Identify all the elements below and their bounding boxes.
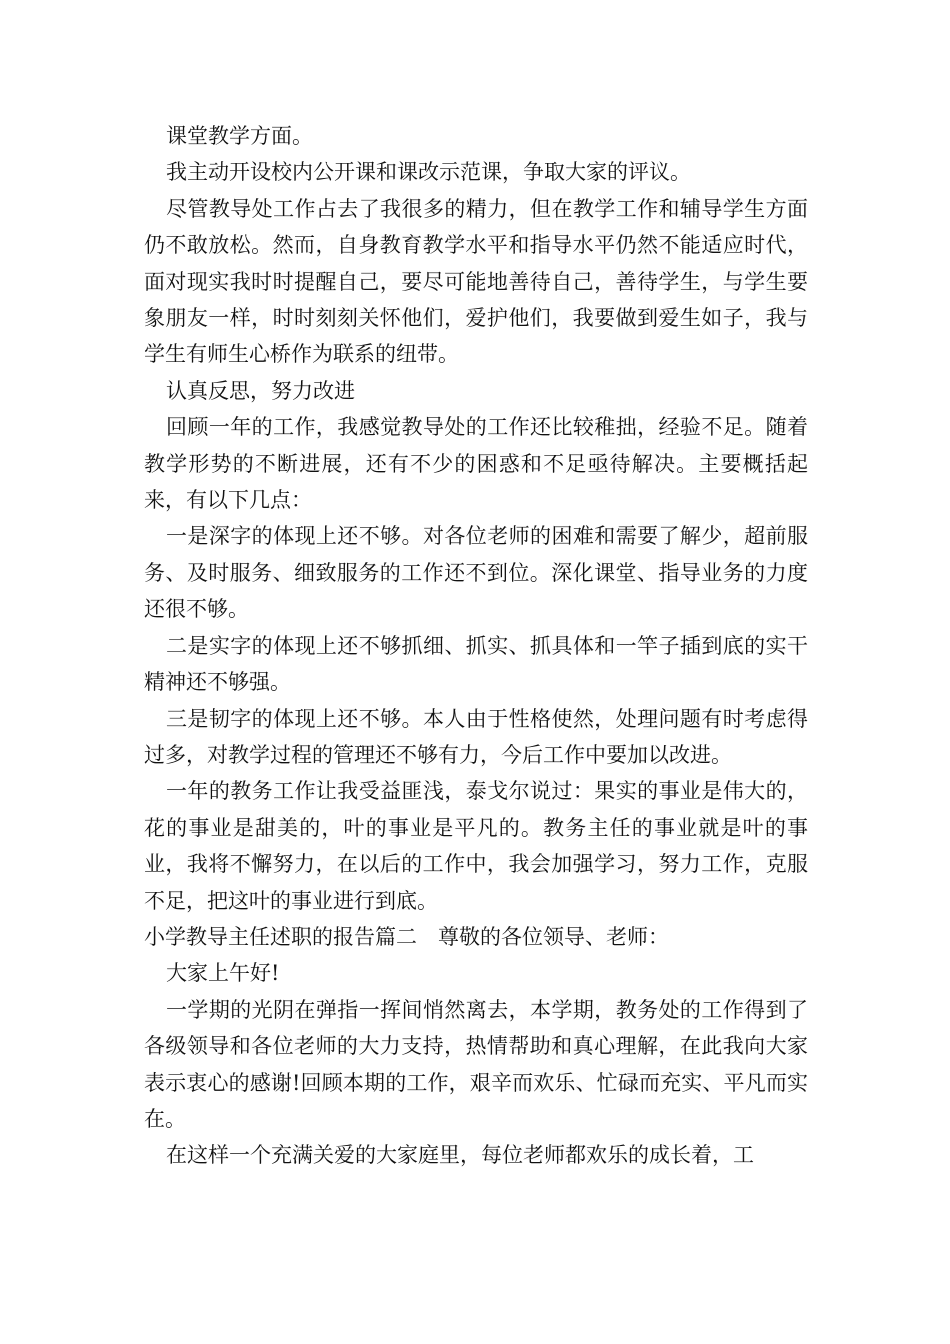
document-page <box>144 118 808 1174</box>
paragraph-7: 二是实字的体现上还不够抓细、抓实、抓具体和一竿子插到底的实干精神还不够强。 <box>144 633 808 695</box>
paragraph-9: 一年的教务工作让我受益匪浅，泰戈尔说过：果实的事业是伟大的，花的事业是甜美的，叶的事业是平凡的。教务主任的事业就是叶的事业，我将不懈努力，在以后的工作中，我会加强学习，努力工作，克服不足，把这叶的事业进行到底。 <box>144 779 808 913</box>
paragraph-3: 尽管教导处工作占去了我很多的精力，但在教学工作和辅导学生方面仍不敢放松。然而，自身教育教学水平和指导水平仍然不能适应时代，面对现实我时时提醒自己，要尽可能地善待自己，善待学生，与学生要象朋友一样，时时刻刻关怀他们，爱护他们，我要做到爱生如子，我与学生有师生心桥作为联系的纽带。 <box>144 196 808 367</box>
paragraph-12: 一学期的光阴在弹指一挥间悄然离去，本学期，教务处的工作得到了各级领导和各位老师的大力支持，热情帮助和真心理解，在此我向大家表示衷心的感谢!回顾本期的工作，艰辛而欢乐、忙碌而充实、平凡而实在。 <box>144 997 808 1131</box>
report-title-line: 小学教导主任述职的报告篇二 尊敬的各位领导、老师： <box>144 924 669 949</box>
paragraph-13: 在这样一个充满关爱的大家庭里，每位老师都欢乐的成长着，工 <box>166 1143 754 1168</box>
paragraph-6: 一是深字的体现上还不够。对各位老师的困难和需要了解少，超前服务、及时服务、细致服务的工作还不到位。深化课堂、指导业务的力度还很不够。 <box>144 524 808 622</box>
paragraph-1: 课堂教学方面。 <box>166 124 313 148</box>
greeting: 大家上午好! <box>166 961 280 986</box>
paragraph-2: 我主动开设校内公开课和课改示范课，争取大家的评议。 <box>166 160 691 185</box>
section-heading-reflection: 认真反思，努力改进 <box>166 378 355 403</box>
paragraph-5: 回顾一年的工作，我感觉教导处的工作还比较稚拙，经验不足。随着教学形势的不断进展，还有不少的困惑和不足亟待解决。主要概括起来，有以下几点： <box>144 415 808 513</box>
paragraph-8: 三是韧字的体现上还不够。本人由于性格使然，处理问题有时考虑得过多，对教学过程的管理还不够有力，今后工作中要加以改进。 <box>144 706 808 767</box>
